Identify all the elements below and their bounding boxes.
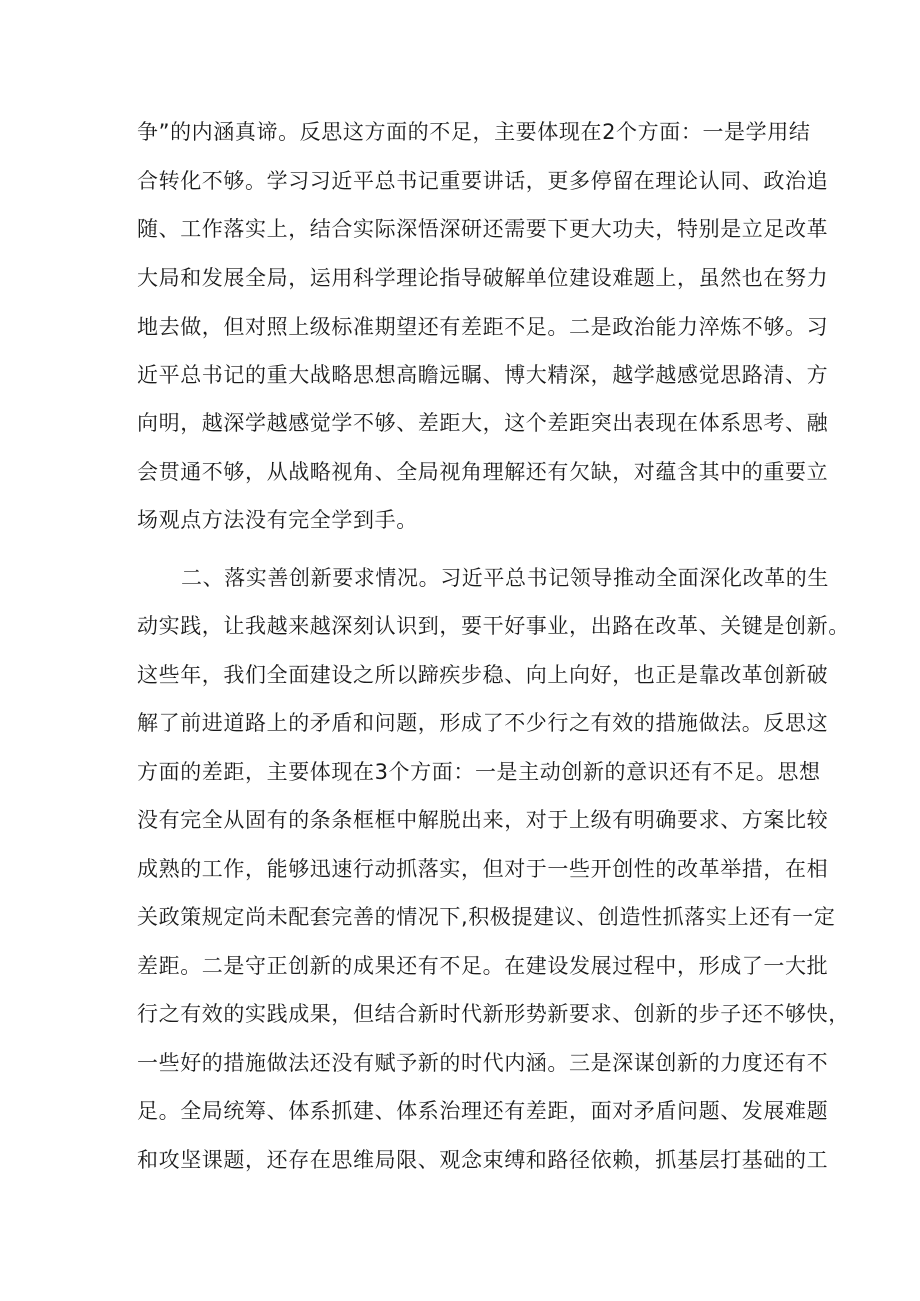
text-line: 动实践，让我越来越深刻认识到，要干好事业，出路在改革、关键是创新。 <box>137 614 850 638</box>
text-line: 足。全局统筹、体系抓建、体系治理还有差距，面对矛盾问题、发展难题 <box>137 1099 829 1123</box>
text-line: 一些好的措施做法还没有赋予新的时代内涵。三是深谋创新的力度还有不 <box>137 1051 829 1075</box>
text-line: 差距。二是守正创新的成果还有不足。在建设发展过程中，形成了一大批 <box>137 954 829 978</box>
text-line: 地去做，但对照上级标准期望还有差距不足。二是政治能力淬炼不够。习 <box>137 315 829 339</box>
text-line: 近平总书记的重大战略思想高瞻远瞩、博大精深，越学越感觉思路清、方 <box>137 363 829 387</box>
text-line: 向明，越深学越感觉学不够、差距大，这个差距突出表现在体系思考、融 <box>137 411 829 435</box>
text-line: 会贯通不够，从战略视角、全局视角理解还有欠缺，对蕴含其中的重要立 <box>137 460 829 484</box>
text-line: 大局和发展全局，运用科学理论指导破解单位建设难题上，虽然也在努力 <box>137 266 829 290</box>
text-line: 场观点方法没有完全学到手。 <box>137 508 418 532</box>
text-line: 合转化不够。学习习近平总书记重要讲话，更多停留在理论认同、政治追 <box>137 169 829 193</box>
text-line: 方面的差距，主要体现在3个方面：一是主动创新的意识还有不足。思想 <box>137 760 821 784</box>
text-line: 解了前进道路上的矛盾和问题，形成了不少行之有效的措施做法。反思这 <box>137 711 829 735</box>
text-line: 争”的内涵真谛。反思这方面的不足，主要体现在2个方面：一是学用结 <box>137 120 811 144</box>
text-line: 行之有效的实践成果，但结合新时代新形势新要求、创新的步子还不够快， <box>137 1002 850 1026</box>
text-line: 这些年，我们全面建设之所以蹄疾步稳、向上向好，也正是靠改革创新破 <box>137 663 829 687</box>
text-line: 二、落实善创新要求情况。习近平总书记领导推动全面深化改革的生 <box>181 566 829 590</box>
text-line: 随、工作落实上，结合实际深悟深研还需要下更大功夫，特别是立足改革 <box>137 217 829 241</box>
text-line: 没有完全从固有的条条框框中解脱出来，对于上级有明确要求、方案比较 <box>137 808 829 832</box>
text-line: 和攻坚课题，还存在思维局限、观念束缚和路径依赖，抓基层打基础的工 <box>137 1148 829 1172</box>
text-line: 成熟的工作，能够迅速行动抓落实，但对于一些开创性的改革举措，在相 <box>137 857 829 881</box>
text-line: 关政策规定尚未配套完善的情况下,积极提建议、创造性抓落实上还有一定 <box>137 905 836 929</box>
